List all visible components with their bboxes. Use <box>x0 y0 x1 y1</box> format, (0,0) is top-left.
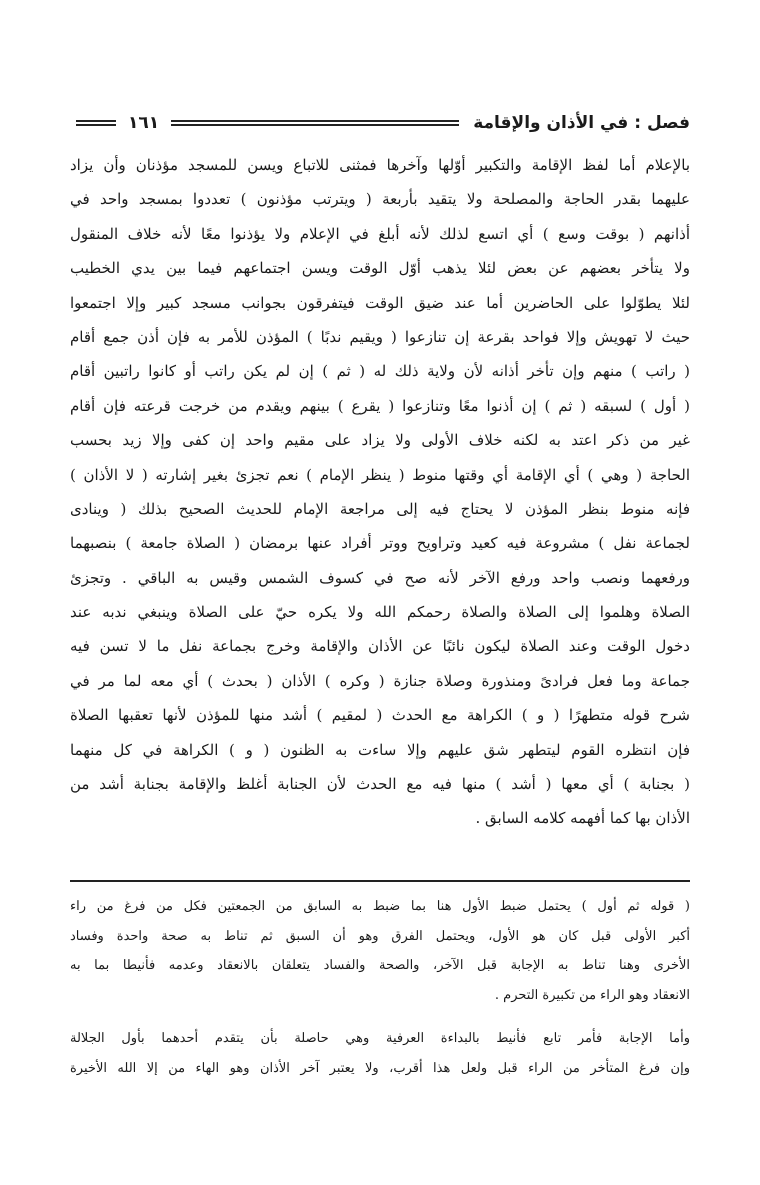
text-line: ورفعهما ونصب واحد ورفع الآخر لأنه صح في كسوف الشمس وقيس به الباقي . وتجزئ <box>70 568 690 587</box>
running-header <box>70 108 690 138</box>
footnote-line: أكبر الأولى قبل كان هو الأول، ويحتمل الفرق وهو أن السبق ثم تناط به صحة واحدة وفساد <box>70 928 690 944</box>
chapter-title: فصل : في الأذان والإقامة <box>473 113 690 133</box>
text-line: لئلا يطوّلوا على الحاضرين أما عند ضيق الوقت فيتفرقون بجوانب مسجد كبير وإلا اجتمعوا <box>70 293 690 312</box>
main-text <box>70 148 690 836</box>
text-line: أذانهم ( بوقت وسع ) أي اتسع لذلك لأنه أبلغ في الإعلام ولا يؤذنوا معًا لأنه خلاف المنقول <box>70 224 690 243</box>
page-number: ١٦١ <box>128 113 160 133</box>
text-line: عليهما بقدر الحاجة والمصلحة ولا يتقيد بأربعة ( ويترتب مؤذنون ) تعددوا بمسجد واحد في <box>70 190 690 209</box>
text-line: فإنه منوط بنظر المؤذن لا يحتاج فيه إلى مراجعة الإمام للحديث الصحيح بذلك ( وينادى <box>70 499 690 518</box>
footnote-line: وإن فرغ المتأخر من الراء قبل ولعل هذا أقرب، ولا يعتبر آخر الأذان وهو الهاء من إلا الله الأخيرة <box>70 1060 690 1076</box>
text-line: فإن انتظره القوم ليتطهر شق عليهم وإلا ساءت به الظنون ( و ) الكراهة في كل منهما <box>70 740 690 759</box>
footnote-line: الأخرى وهنا تناط به الإجابة قبل الآخر، والصحة والفساد يتعلقان بالانعقاد وعدمه فأنيطا بما به <box>70 958 690 973</box>
text-line: غير من ذكر اعتد به لكنه خلاف الأولى ولا يزاد على مقيم واحد إن كفى وإلا زيد بحسب <box>70 431 690 450</box>
footnote-separator <box>70 880 690 882</box>
text-line: حيث لا تهويش وإلا فواحد بقرعة إن تنازعوا ( ويقيم ندبًا ) المؤذن للأمر به فإن أذن جمع أقام <box>70 327 690 346</box>
text-line: شرح قوله متطهرًا ( و ) الكراهة مع الحدث ( لمقيم ) أشد منها للمؤذن لأنها تعقبها الصلاة <box>70 706 690 725</box>
text-line: الحاجة ( وهي ) أي الإقامة أي وقتها منوط ( ينظر الإمام ) نعم تجزئ بغير إشارته ( لا الأذان ) <box>70 465 690 484</box>
footnotes <box>70 892 690 1083</box>
text-line: لجماعة نفل ) مشروعة فيه كعيد وتراويح ووتر أفراد عنها برمضان ( الصلاة جامعة ) بنصبهما <box>70 534 690 553</box>
text-line: ( بجنابة ) أي معها ( أشد ) منها فيه مع الحدث لأن الجنابة أغلظ والإقامة بجنابة أشد من <box>70 775 690 794</box>
header-rule <box>171 120 459 126</box>
text-line: الأذان بها كما أفهمه كلامه السابق . <box>475 809 690 828</box>
text-line: الصلاة وهلموا إلى الصلاة والصلاة رحمكم الله ولا يكره حيّ على الصلاة وينبغي ندبه عند <box>70 603 690 622</box>
footnote-line: الانعقاد وهو الراء من تكبيرة التحرم . <box>494 987 690 1003</box>
text-line: ( راتب ) منهم وإن تأخر أذانه لأن ولاية ذلك له ( ثم ) إن لم يكن راتب أو كانوا راتبين أقام <box>70 362 690 381</box>
text-line: ( أول ) لسبقه ( ثم ) إن أذنوا معًا وتنازعوا ( يقرع ) بينهم ويقدم من خرجت قرعته فإن أقام <box>70 396 690 415</box>
text-line: جماعة وما فعل فرادىً ومنذورة وصلاة جنازة ( وكره ) الأذان ( بحدث ) أي معه لما مر في <box>70 671 690 690</box>
text-line: دخول الوقت وعند الصلاة ليكون نائبًا عن الأذان والإقامة وخرج بجماعة نفل ما لا تسن فيه <box>70 637 690 656</box>
footnote-line: وأما الإجابة فأمر تابع فأنيط بالبداءة العرفية وهي حاصلة بأن يتقدم أحدهما بأول الجلالة <box>70 1031 690 1046</box>
footnote-gap <box>70 1010 690 1024</box>
footnote-line: ( قوله ثم أول ) يحتمل ضبط الأول هنا بما ضبط به السابق من الجمعتين فكل من فرغ من راء <box>70 899 690 914</box>
text-line: ولا يتأخر بعضهم عن بعض لئلا يذهب أوّل الوقت ويسن اجتماعهم فيما بين يدي الخطيب <box>70 259 690 278</box>
text-line: بالإعلام أما لفظ الإقامة والتكبير أوّلها وآخرها فمثنى للاتباع ويسن للمسجد مؤذنان وأن يزاد <box>70 156 690 174</box>
header-rule-short <box>76 120 116 126</box>
